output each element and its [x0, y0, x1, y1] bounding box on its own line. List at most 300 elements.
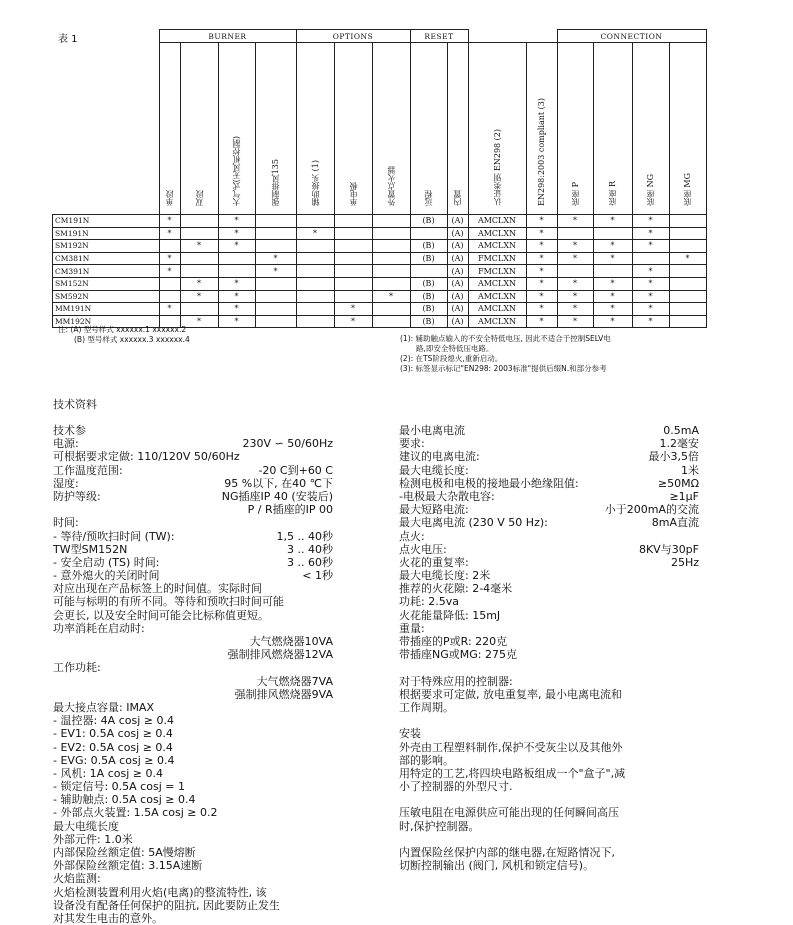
table-cell: *: [180, 277, 218, 290]
table-cell: (A): [447, 265, 468, 278]
spec-value: -20 C到+60 C: [258, 463, 333, 477]
spec-label: - EV1: 0.5A cosj ≥ 0.4: [53, 727, 173, 741]
spec-line: [399, 754, 699, 767]
subheader-label: 辅助接头 (1): [310, 160, 320, 206]
table-cell: [296, 303, 334, 316]
spec-label: 检测电极和电极的接地最小绝缘阻值:: [399, 476, 579, 490]
table-cell: *: [526, 303, 557, 316]
spec-label: 最大电离电流 (230 V 50 Hz):: [399, 516, 548, 530]
table-row: [53, 290, 707, 303]
spec-line: [53, 609, 333, 622]
table-cell: [218, 252, 255, 265]
table-cell: (B): [410, 215, 447, 228]
table-cell: [255, 290, 296, 303]
spec-label: - EV2: 0.5A cosj ≥ 0.4: [53, 740, 173, 754]
spec-value: 大气燃烧器7VA: [256, 674, 333, 688]
spec-line: [53, 820, 333, 833]
spec-line: [53, 688, 333, 701]
table-cell: [372, 277, 410, 290]
subheader-6: [372, 43, 410, 215]
table-cell: *: [180, 290, 218, 303]
spec-value: 25Hz: [670, 555, 699, 569]
subheader-5: [334, 43, 372, 215]
subheader-label: 强制排风135: [271, 158, 280, 206]
subheader-11: [557, 43, 593, 215]
subheader-label: 认证类别 EN298 (2): [492, 129, 502, 206]
spec-value: 8KV与30pF: [638, 542, 699, 556]
spec-label: 工作周期。: [399, 700, 454, 714]
spec-label: 内置保险丝保护内部的继电器,在短路情况下,: [399, 846, 615, 859]
spec-label: 对应出现在产品标签上的时间值。实际时间: [53, 582, 262, 596]
spec-label: 建议的电离电流:: [399, 450, 480, 464]
spec-line: [53, 648, 333, 661]
subheader-label: 单段: [165, 190, 174, 206]
spec-label: - 风机: 1A cosj ≥ 0.4: [53, 766, 163, 780]
spec-value: 最小3,5倍: [648, 450, 699, 464]
spec-label: 技术参: [53, 424, 86, 437]
table-cell: [593, 227, 632, 240]
table-cell: AMCLXN: [468, 240, 526, 253]
spec-line: [53, 516, 333, 529]
spec-line: [53, 595, 333, 608]
spec-label: 会更长, 以及安全时间可能会比标称值更短。: [53, 608, 269, 622]
subheader-label: 底座 P: [570, 182, 580, 206]
table-cell: [669, 240, 706, 253]
note-right-2: (2): 在TS阶段熄火,重新启动。: [400, 354, 503, 363]
spec-line: [399, 503, 699, 516]
spec-label: 最大接点容量: IMAX: [53, 700, 154, 714]
spec-label: 防护等级:: [53, 489, 101, 503]
table-cell: AMCLXN: [468, 227, 526, 240]
spec-value: 1,5 .. 40秒: [276, 529, 333, 543]
spec-label: 部的影响。: [399, 753, 454, 767]
table-cell: (B): [410, 277, 447, 290]
spec-label: 小了控制器的外型尺寸.: [399, 780, 513, 794]
table-cell: *: [180, 315, 218, 328]
spec-value: P / R插座的IP 00: [247, 503, 333, 517]
spec-label: 最大电缆长度: [53, 819, 119, 833]
table-cell: [669, 290, 706, 303]
spec-label: - 安全启动 (TS) 时间:: [53, 555, 160, 569]
table-cell: FMCLXN: [468, 265, 526, 278]
spec-line: [399, 556, 699, 569]
spec-line: [399, 464, 699, 477]
table-cell: (A): [447, 240, 468, 253]
table-cell: *: [593, 303, 632, 316]
table-cell: *: [526, 277, 557, 290]
spec-label: 根据要求可定做, 放电重复率, 最小电离电流和: [399, 687, 622, 701]
spec-label: - EVG: 0.5A cosj ≥ 0.4: [53, 753, 175, 767]
subheader-row: [53, 43, 707, 215]
notes-right: [400, 334, 611, 374]
spec-label: 对其发生电击的意外。: [53, 911, 163, 925]
table-cell: [557, 265, 593, 278]
table-cell: *: [526, 265, 557, 278]
tech-title: 技术资料: [53, 398, 97, 411]
spec-label: 最大电缆长度:: [399, 463, 469, 477]
subheader-14: [669, 43, 706, 215]
table-cell: [296, 215, 334, 228]
spec-label: 压敏电阻在电源供应可能出现的任何瞬间高压: [399, 806, 619, 820]
spec-line: [53, 582, 333, 595]
table-cell: (A): [447, 227, 468, 240]
spec-line: [53, 806, 333, 819]
table-cell: *: [557, 240, 593, 253]
spec-value: 8mA直流: [651, 516, 699, 530]
table-cell: *: [593, 252, 632, 265]
spec-line: [399, 793, 699, 806]
note-right-3: (3): 标签显示标记"EN298: 2003标准"提供后缀N.和部分参考: [400, 364, 607, 373]
spec-label: 外部元件: 1.0米: [53, 832, 133, 846]
subheader-label: 底座 NG: [646, 174, 655, 206]
note-left-b: (B) 型号样式 xxxxxx.3 xxxxxx.4: [74, 335, 190, 344]
subheader-label: 底座 MG: [683, 172, 692, 206]
table-cell: *: [557, 252, 593, 265]
spec-label: 带插座的P或R: 220克: [399, 635, 508, 648]
table-cell: *: [526, 227, 557, 240]
table-cell: *: [632, 215, 669, 228]
table-cell: *: [159, 215, 180, 228]
table-cell: *: [180, 240, 218, 253]
tech-right-column: [399, 424, 699, 872]
spec-line: [53, 556, 333, 569]
subheader-label: 底座 R: [608, 181, 617, 206]
subheader-7: [410, 43, 447, 215]
spec-label: 外壳由工程塑料制作,保护不受灰尘以及其他外: [399, 740, 623, 754]
table-cell: *: [218, 277, 255, 290]
spec-line: [399, 688, 699, 701]
spec-line: [399, 569, 699, 582]
spec-label: 可能与标明的有所不同。等待和预吹扫时间可能: [53, 595, 284, 609]
table-cell: (A): [447, 315, 468, 328]
table-cell: (A): [447, 277, 468, 290]
spec-label: - 温控器: 4A cosj ≥ 0.4: [53, 714, 174, 728]
table-cell: (A): [447, 290, 468, 303]
table-cell: [593, 265, 632, 278]
spec-label: 最小电离电流: [399, 424, 465, 437]
table-cell: *: [557, 215, 593, 228]
spec-value: 3 .. 40秒: [287, 542, 333, 556]
spec-line: [399, 648, 699, 661]
spec-line: [53, 754, 333, 767]
subheader-1: [180, 43, 218, 215]
spec-line: [53, 569, 333, 582]
table-row: [53, 227, 707, 240]
note-left-a: 注: (A) 型号样式 xxxxxx.1 xxxxxx.2: [58, 325, 187, 334]
subheader-label: 大气式(无风机控制): [232, 135, 241, 206]
spec-line: [53, 490, 333, 503]
spec-label: - 辅助触点: 0.5A cosj ≥ 0.4: [53, 793, 196, 807]
spec-line: [53, 714, 333, 727]
spec-value: 1米: [681, 463, 699, 477]
spec-value: 1.2毫安: [659, 437, 699, 451]
spec-line: [399, 859, 699, 872]
table-cell: *: [159, 252, 180, 265]
spec-line: [399, 490, 699, 503]
spec-label: 要求:: [399, 437, 425, 451]
table-cell: (A): [447, 303, 468, 316]
table-cell: FMCLXN: [468, 252, 526, 265]
spec-value: ≥50MΩ: [657, 476, 699, 490]
table-cell: [632, 252, 669, 265]
table-cell: *: [632, 240, 669, 253]
table-cell: (B): [410, 252, 447, 265]
spec-line: [53, 622, 333, 635]
table-row: [53, 252, 707, 265]
table-row: [53, 240, 707, 253]
row-model-name: SM152N: [53, 277, 160, 290]
table-cell: *: [526, 315, 557, 328]
note-right-1: (1): 辅助触点输入的不安全特低电压, 因此不适合于控制SELV电: [400, 334, 611, 343]
spec-line: [53, 872, 333, 885]
table-cell: [255, 240, 296, 253]
table-cell: [255, 227, 296, 240]
table-cell: *: [632, 277, 669, 290]
table-cell: AMCLXN: [468, 215, 526, 228]
spec-line: [53, 886, 333, 899]
subheader-0: [159, 43, 180, 215]
subheader-3: [255, 43, 296, 215]
subheader-label: 单电极: [348, 182, 358, 206]
table-cell: *: [334, 303, 372, 316]
spec-label: 推荐的火花隙: 2-4毫米: [399, 582, 513, 596]
subheader-label: 双段: [194, 190, 204, 206]
row-model-name: CM191N: [53, 215, 160, 228]
table-cell: [669, 303, 706, 316]
spec-line: [399, 635, 699, 648]
spec-label: 火花能量降低: 15mJ: [399, 608, 501, 622]
spec-value: 小于200mA的交流: [604, 503, 699, 517]
spec-line: [399, 437, 699, 450]
spec-line: [399, 424, 699, 437]
table-cell: [180, 303, 218, 316]
spec-line: [399, 833, 699, 846]
spec-line: [53, 859, 333, 872]
tech-left-column: [53, 424, 333, 925]
table-cell: [180, 265, 218, 278]
spec-line: [53, 424, 333, 437]
spec-label: 带插座NG或MG: 275克: [399, 648, 517, 662]
row-model-name: SM191N: [53, 227, 160, 240]
table-cell: (B): [410, 315, 447, 328]
row-model-name: SM592N: [53, 290, 160, 303]
table-cell: *: [557, 315, 593, 328]
spec-line: [53, 767, 333, 780]
table-cell: *: [557, 303, 593, 316]
spec-line: [399, 846, 699, 859]
spec-line: [53, 741, 333, 754]
table-cell: [159, 277, 180, 290]
spec-line: [53, 503, 333, 516]
spec-label: 点火电压:: [399, 542, 447, 556]
table-cell: [296, 290, 334, 303]
spec-value: 3 .. 60秒: [287, 555, 333, 569]
spec-label: - 等待/预吹扫时间 (TW):: [53, 529, 175, 543]
spec-line: [53, 450, 333, 463]
table-cell: *: [632, 303, 669, 316]
table-cell: [296, 252, 334, 265]
spec-label: 时间:: [53, 516, 79, 530]
table-cell: [372, 315, 410, 328]
table-cell: AMCLXN: [468, 277, 526, 290]
spec-line: [399, 780, 699, 793]
table-cell: [410, 265, 447, 278]
spec-label: -电极最大杂散电容:: [399, 489, 495, 503]
spec-line: [53, 635, 333, 648]
spec-label: TW型SM152N: [53, 542, 128, 556]
spec-line: [399, 622, 699, 635]
subheader-label: EN298:2003 compliant (3): [537, 98, 546, 206]
spec-label: 对于特殊应用的控制器:: [399, 674, 513, 688]
table-cell: *: [593, 240, 632, 253]
spec-label: 功耗: 2.5va: [399, 595, 459, 609]
spec-value: 95 %以下, 在40 ℃下: [224, 476, 333, 490]
table-cell: *: [557, 290, 593, 303]
table-cell: *: [159, 265, 180, 278]
table-cell: *: [255, 265, 296, 278]
table-cell: *: [159, 227, 180, 240]
spec-line: [53, 899, 333, 912]
table-cell: (A): [447, 215, 468, 228]
table-cell: *: [218, 315, 255, 328]
table-cell: *: [632, 290, 669, 303]
table-cell: *: [255, 252, 296, 265]
table-cell: [159, 290, 180, 303]
table-cell: (A): [447, 252, 468, 265]
table-cell: [372, 252, 410, 265]
table-cell: *: [557, 277, 593, 290]
spec-table: [52, 29, 707, 328]
spec-line: [399, 701, 699, 714]
table-cell: [180, 227, 218, 240]
spec-line: [399, 714, 699, 727]
table-cell: (B): [410, 290, 447, 303]
spec-label: 内部保险丝额定值: 5A慢熔断: [53, 846, 196, 859]
subheader-12: [593, 43, 632, 215]
table-cell: [372, 303, 410, 316]
spec-label: 安装: [399, 727, 421, 741]
spec-label: 火花的重复率:: [399, 555, 469, 569]
table-cell: *: [526, 252, 557, 265]
table-cell: *: [218, 290, 255, 303]
table-cell: [255, 277, 296, 290]
spec-label: 功率消耗在启动时:: [53, 621, 145, 635]
spec-line: [399, 516, 699, 529]
subheader-label: 内置: [453, 190, 462, 206]
spec-line: [399, 806, 699, 819]
spec-value: 0.5mA: [663, 424, 699, 437]
spec-value: 强制排风燃烧器12VA: [227, 648, 333, 662]
table-cell: [410, 227, 447, 240]
spec-label: 点火:: [399, 529, 425, 543]
spec-label: 外部保险丝额定值: 3.15A速断: [53, 859, 203, 873]
spec-line: [53, 846, 333, 859]
table-cell: [372, 265, 410, 278]
spec-line: [53, 477, 333, 490]
spec-value: < 1秒: [302, 569, 333, 583]
spec-line: [53, 530, 333, 543]
table-cell: AMCLXN: [468, 315, 526, 328]
row-model-name: SM192N: [53, 240, 160, 253]
subheader-label: 外置点火器: [386, 166, 396, 206]
table-cell: [334, 277, 372, 290]
spec-line: [399, 582, 699, 595]
table-cell: *: [669, 252, 706, 265]
table-label: 表 1: [58, 34, 78, 45]
note-right-1b: 路,即安全特低压电路。: [416, 344, 494, 353]
table-cell: [334, 215, 372, 228]
spec-line: [53, 675, 333, 688]
spec-line: [53, 437, 333, 450]
spec-line: [399, 477, 699, 490]
table-cell: *: [159, 303, 180, 316]
group-options: OPTIONS: [296, 30, 410, 43]
table-cell: [334, 227, 372, 240]
spec-label: 切断控制输出 (阀门, 风机和锁定信号)。: [399, 859, 595, 873]
spec-line: [53, 780, 333, 793]
spec-value: NG插座IP 40 (安装后): [221, 489, 333, 503]
subheader-4: [296, 43, 334, 215]
spec-label: 火焰检测装置利用火焰(电离)的整流特性, 该: [53, 885, 267, 899]
table-cell: AMCLXN: [468, 290, 526, 303]
table-cell: *: [593, 290, 632, 303]
table-cell: *: [593, 277, 632, 290]
table-cell: (B): [410, 303, 447, 316]
spec-line: [399, 450, 699, 463]
table-cell: [296, 277, 334, 290]
spec-line: [53, 464, 333, 477]
spec-label: 时,保护控制器。: [399, 819, 480, 833]
table-cell: *: [632, 315, 669, 328]
spec-line: [399, 543, 699, 556]
spec-line: [399, 741, 699, 754]
spec-line: [53, 727, 333, 740]
table-cell: [372, 227, 410, 240]
table-cell: *: [218, 240, 255, 253]
table-cell: *: [218, 303, 255, 316]
table-cell: [255, 215, 296, 228]
spec-line: [399, 661, 699, 674]
table-cell: *: [593, 315, 632, 328]
table-cell: *: [593, 215, 632, 228]
table-cell: [669, 215, 706, 228]
spec-value: 230V ∽ 50/60Hz: [242, 437, 333, 451]
table-body: [53, 215, 707, 328]
spec-line: [399, 609, 699, 622]
table-cell: [334, 252, 372, 265]
spec-line: [53, 833, 333, 846]
table-cell: [669, 277, 706, 290]
row-model-name: CM391N: [53, 265, 160, 278]
spec-line: [53, 661, 333, 674]
table-cell: *: [218, 215, 255, 228]
spec-line: [53, 793, 333, 806]
spec-label: - 锁定信号: 0.5A cosj = 1: [53, 780, 185, 794]
table-cell: [296, 240, 334, 253]
group-header-row: [53, 30, 707, 43]
spec-line: [53, 543, 333, 556]
spec-label: 工作温度范围:: [53, 463, 123, 477]
spec-label: - 意外熄火的关闭时间: [53, 569, 160, 583]
group-burner: BURNER: [159, 30, 296, 43]
spec-label: 最大短路电流:: [399, 503, 469, 517]
table-cell: *: [218, 227, 255, 240]
table-cell: [669, 227, 706, 240]
table-cell: AMCLXN: [468, 303, 526, 316]
row-model-name: CM381N: [53, 252, 160, 265]
spec-label: - 外部点火装置: 1.5A cosj ≥ 0.2: [53, 806, 218, 820]
spec-value: 大气燃烧器10VA: [249, 635, 333, 648]
